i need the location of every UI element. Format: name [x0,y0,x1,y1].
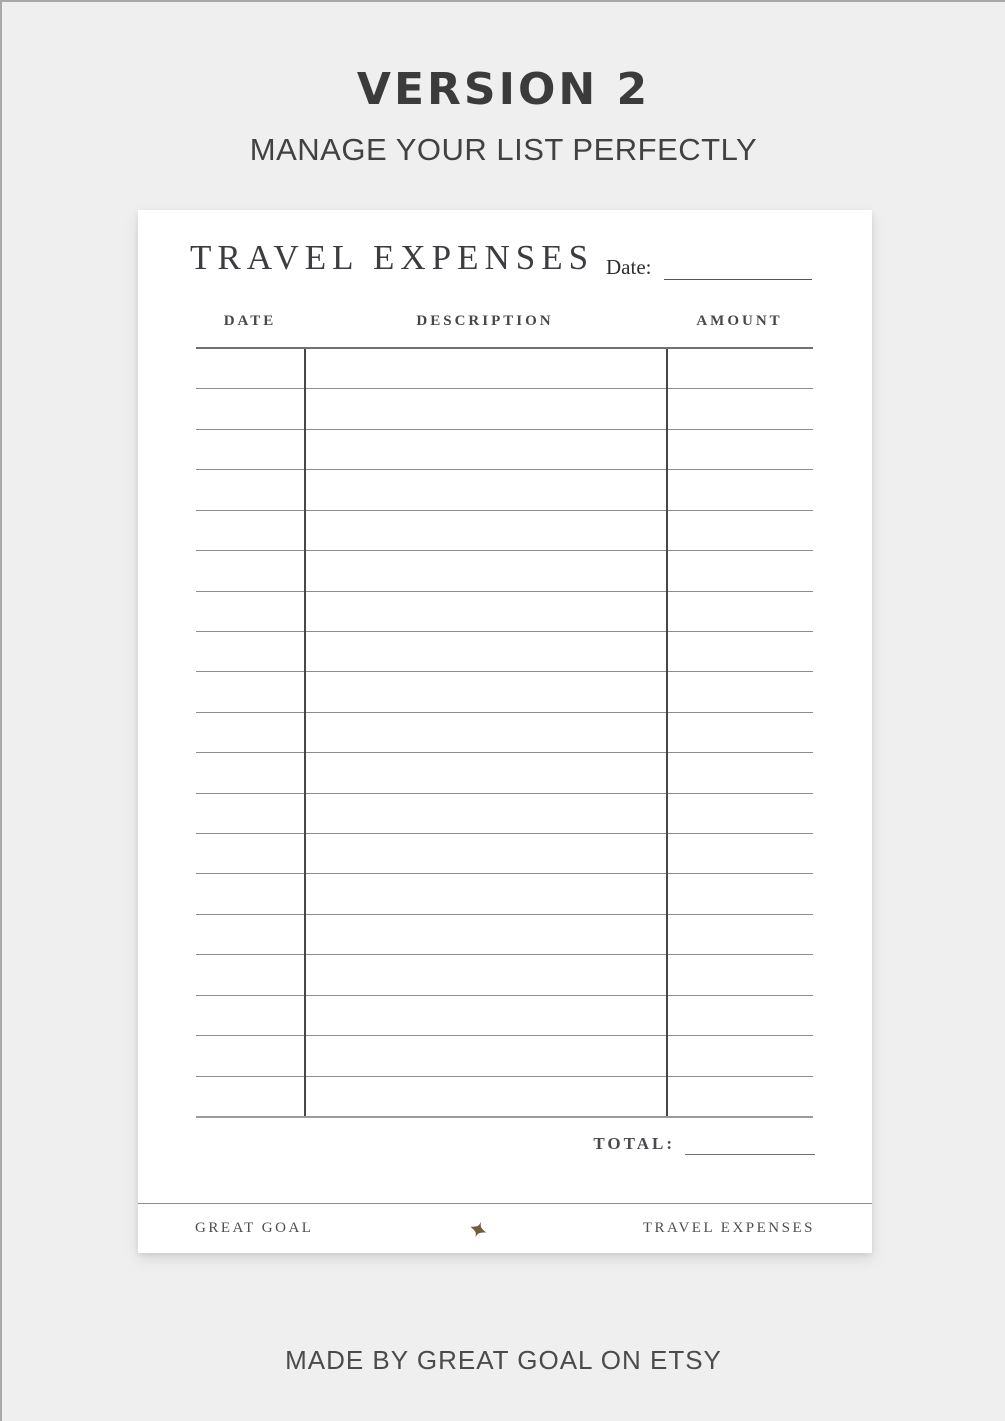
table-row [196,389,813,429]
description-cell[interactable] [304,794,666,833]
amount-cell[interactable] [666,996,813,1035]
description-cell[interactable] [304,349,666,388]
total-label: TOTAL: [593,1134,675,1153]
date-cell[interactable] [196,470,304,509]
version-badge: VERSION 2 [356,64,651,115]
table-row [196,996,813,1036]
footer-document-name: TRAVEL EXPENSES [642,1220,815,1236]
amount-cell[interactable] [666,1077,813,1116]
date-cell[interactable] [196,713,304,752]
date-cell[interactable] [196,915,304,954]
amount-cell[interactable] [666,794,813,833]
description-cell[interactable] [304,713,666,752]
amount-cell[interactable] [666,955,813,994]
table-row [196,1077,813,1116]
total-field[interactable] [685,1137,815,1155]
date-cell[interactable] [196,794,304,833]
date-cell[interactable] [196,551,304,590]
description-cell[interactable] [304,632,666,671]
description-cell[interactable] [304,1077,666,1116]
date-cell[interactable] [196,834,304,873]
date-cell[interactable] [196,996,304,1035]
table-row [196,874,813,914]
column-header-date: DATE [223,313,277,329]
description-cell[interactable] [304,672,666,711]
date-cell[interactable] [196,955,304,994]
tagline: MANAGE YOUR LIST PERFECTLY [249,132,758,167]
description-cell[interactable] [304,874,666,913]
total-block [593,1131,815,1155]
table-row [196,955,813,995]
table-row [196,470,813,510]
date-cell[interactable] [196,874,304,913]
amount-cell[interactable] [666,389,813,428]
table-header-row [196,313,813,330]
description-cell[interactable] [304,551,666,590]
amount-cell[interactable] [666,632,813,671]
table-row [196,915,813,955]
amount-cell[interactable] [666,1036,813,1075]
table-row [196,551,813,591]
description-cell[interactable] [304,996,666,1035]
amount-cell[interactable] [666,713,813,752]
description-cell[interactable] [304,592,666,631]
table-row [196,632,813,672]
amount-cell[interactable] [666,511,813,550]
table-row [196,834,813,874]
column-header-amount: AMOUNT [696,313,783,329]
table-row [196,592,813,632]
date-cell[interactable] [196,511,304,550]
date-cell[interactable] [196,1036,304,1075]
description-cell[interactable] [304,430,666,469]
date-label: Date: [606,255,652,279]
expense-rows [196,347,813,1118]
amount-cell[interactable] [666,874,813,913]
column-header-description: DESCRIPTION [416,313,554,329]
column-divider-description-amount [666,349,668,1116]
amount-cell[interactable] [666,430,813,469]
made-by-caption: MADE BY GREAT GOAL ON ETSY [285,1345,722,1375]
description-cell[interactable] [304,511,666,550]
table-row [196,1036,813,1076]
date-field[interactable] [664,260,812,280]
amount-cell[interactable] [666,551,813,590]
date-cell[interactable] [196,632,304,671]
description-cell[interactable] [304,753,666,792]
date-cell[interactable] [196,349,304,388]
table-row [196,794,813,834]
table-row [196,430,813,470]
date-cell[interactable] [196,389,304,428]
description-cell[interactable] [304,470,666,509]
table-row [196,672,813,712]
table-row [196,713,813,753]
amount-cell[interactable] [666,834,813,873]
amount-cell[interactable] [666,915,813,954]
table-row [196,349,813,389]
description-cell[interactable] [304,834,666,873]
amount-cell[interactable] [666,470,813,509]
sheet-footer [138,1203,872,1253]
sparkle-star-icon [467,1217,490,1240]
date-cell[interactable] [196,753,304,792]
description-cell[interactable] [304,1036,666,1075]
sheet-title: TRAVEL EXPENSES [190,238,595,277]
date-block [606,254,812,280]
date-cell[interactable] [196,672,304,711]
amount-cell[interactable] [666,349,813,388]
footer-brand: GREAT GOAL [195,1220,314,1236]
table-row [196,511,813,551]
description-cell[interactable] [304,915,666,954]
travel-expenses-sheet [138,210,872,1253]
date-cell[interactable] [196,430,304,469]
table-row [196,753,813,793]
amount-cell[interactable] [666,753,813,792]
date-cell[interactable] [196,592,304,631]
date-cell[interactable] [196,1077,304,1116]
description-cell[interactable] [304,955,666,994]
description-cell[interactable] [304,389,666,428]
amount-cell[interactable] [666,592,813,631]
column-divider-date-description [304,349,306,1116]
amount-cell[interactable] [666,672,813,711]
